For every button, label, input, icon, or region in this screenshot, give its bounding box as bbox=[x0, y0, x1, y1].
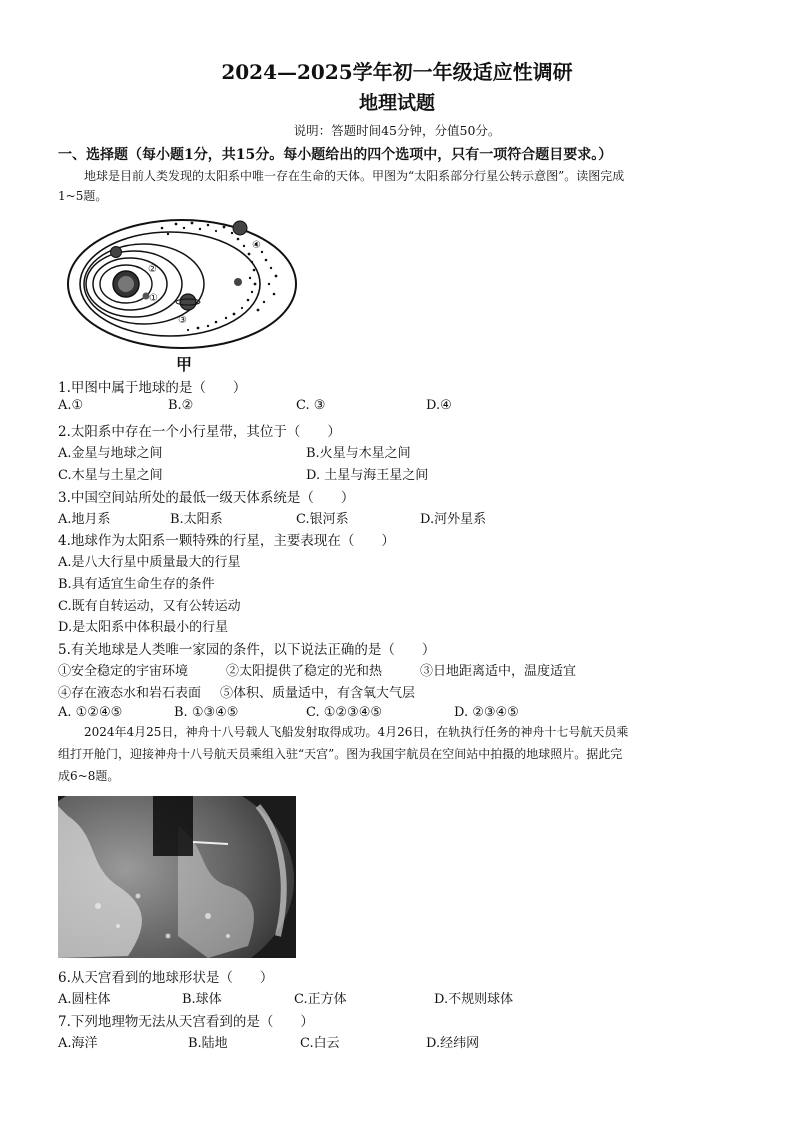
question-4-option-d[interactable]: D.是太阳系中体积最小的行星 bbox=[58, 620, 229, 635]
marker-2: ② bbox=[148, 264, 157, 275]
question-5-option-c[interactable]: C. ①②③④⑤ bbox=[306, 705, 383, 720]
question-2-stem: 2.太阳系中存在一个小行星带，其位于（ ） bbox=[58, 424, 341, 440]
question-4-option-a[interactable]: A.是八大行星中质量最大的行星 bbox=[58, 555, 241, 570]
intro-paragraph-2-line-3: 成6~8题。 bbox=[58, 769, 120, 783]
question-5-statement-5: ⑤体积、质量适中，有含氧大气层 bbox=[220, 686, 416, 701]
question-5-statement-1: ①安全稳定的宇宙环境 bbox=[58, 664, 189, 679]
question-7-option-d[interactable]: D.经纬网 bbox=[426, 1036, 480, 1051]
question-1-option-d[interactable]: D.④ bbox=[426, 398, 452, 413]
question-5-stem: 5.有关地球是人类唯一家园的条件，以下说法正确的是（ ） bbox=[58, 642, 436, 658]
question-3-option-d[interactable]: D.河外星系 bbox=[420, 512, 487, 527]
question-2-option-c[interactable]: C.木星与土星之间 bbox=[58, 468, 163, 483]
exam-instructions: 说明：答题时间45分钟，分值50分。 bbox=[293, 123, 501, 138]
question-2-option-a[interactable]: A.金星与地球之间 bbox=[58, 446, 163, 461]
question-5-option-b[interactable]: B. ①③④⑤ bbox=[174, 705, 239, 720]
question-3-option-a[interactable]: A.地月系 bbox=[58, 512, 111, 527]
marker-3: ③ bbox=[178, 315, 187, 326]
marker-1: ① bbox=[149, 293, 158, 304]
question-6-option-b[interactable]: B.球体 bbox=[182, 992, 222, 1007]
question-4-option-b[interactable]: B.具有适宜生命生存的条件 bbox=[58, 577, 215, 592]
figure-label-jia: 甲 bbox=[176, 355, 193, 374]
question-1-option-c[interactable]: C. ③ bbox=[296, 398, 326, 413]
solar-system-orbit-diagram bbox=[66, 210, 298, 358]
question-2-option-b[interactable]: B.火星与木星之间 bbox=[306, 446, 411, 461]
intro-paragraph-1-line-1: 地球是目前人类发现的太阳系中唯一存在生命的天体。甲图为“太阳系部分行星公转示意图”。读图完成 bbox=[84, 169, 625, 183]
question-1-stem: 1.甲图中属于地球的是（ ） bbox=[58, 380, 247, 396]
section-heading: 一、选择题（每小题1分，共15分。每小题给出的四个选项中，只有一项符合题目要求。） bbox=[58, 147, 613, 163]
exam-title: 2024—2025学年初一年级适应性调研 bbox=[221, 60, 573, 84]
intro-paragraph-2-line-2: 组打开舱门，迎接神舟十八号航天员乘组入驻“天宫”。图为我国宇航员在空间站中拍摄的地球照片。据此完 bbox=[58, 747, 623, 761]
earth-photo-from-space-station bbox=[58, 796, 296, 958]
question-1-option-a[interactable]: A.① bbox=[58, 398, 84, 413]
question-4-stem: 4.地球作为太阳系一颗特殊的行星，主要表现在（ ） bbox=[58, 533, 395, 549]
intro-paragraph-1-line-2: 1~5题。 bbox=[58, 189, 108, 203]
question-6-option-a[interactable]: A.圆柱体 bbox=[58, 992, 111, 1007]
question-5-statement-4: ④存在液态水和岩石表面 bbox=[58, 686, 202, 701]
question-1-option-b[interactable]: B.② bbox=[168, 398, 194, 413]
question-6-option-c[interactable]: C.正方体 bbox=[294, 992, 347, 1007]
question-6-option-d[interactable]: D.不规则球体 bbox=[434, 992, 514, 1007]
question-7-stem: 7.下列地理物无法从天宫看到的是（ ） bbox=[58, 1014, 314, 1030]
question-7-option-a[interactable]: A.海洋 bbox=[58, 1036, 98, 1051]
marker-4: ④ bbox=[252, 240, 261, 251]
question-5-option-a[interactable]: A. ①②④⑤ bbox=[58, 705, 123, 720]
question-7-option-c[interactable]: C.白云 bbox=[300, 1036, 340, 1051]
question-5-statement-3: ③日地距离适中，温度适宜 bbox=[420, 664, 577, 679]
question-3-stem: 3.中国空间站所处的最低一级天体系统是（ ） bbox=[58, 490, 355, 506]
question-4-option-c[interactable]: C.既有自转运动，又有公转运动 bbox=[58, 599, 241, 614]
question-6-stem: 6.从天宫看到的地球形状是（ ） bbox=[58, 970, 274, 986]
question-7-option-b[interactable]: B.陆地 bbox=[188, 1036, 228, 1051]
question-3-option-b[interactable]: B.太阳系 bbox=[170, 512, 223, 527]
question-5-option-d[interactable]: D. ②③④⑤ bbox=[454, 705, 519, 720]
question-2-option-d[interactable]: D. 土星与海王星之间 bbox=[306, 468, 429, 483]
question-5-statement-2: ②太阳提供了稳定的光和热 bbox=[226, 664, 383, 679]
exam-subtitle: 地理试题 bbox=[358, 92, 435, 114]
intro-paragraph-2-line-1: 2024年4月25日，神舟十八号载人飞船发射取得成功。4月26日，在轨执行任务的神舟十七号航天员乘 bbox=[84, 725, 629, 739]
question-3-option-c[interactable]: C.银河系 bbox=[296, 512, 349, 527]
